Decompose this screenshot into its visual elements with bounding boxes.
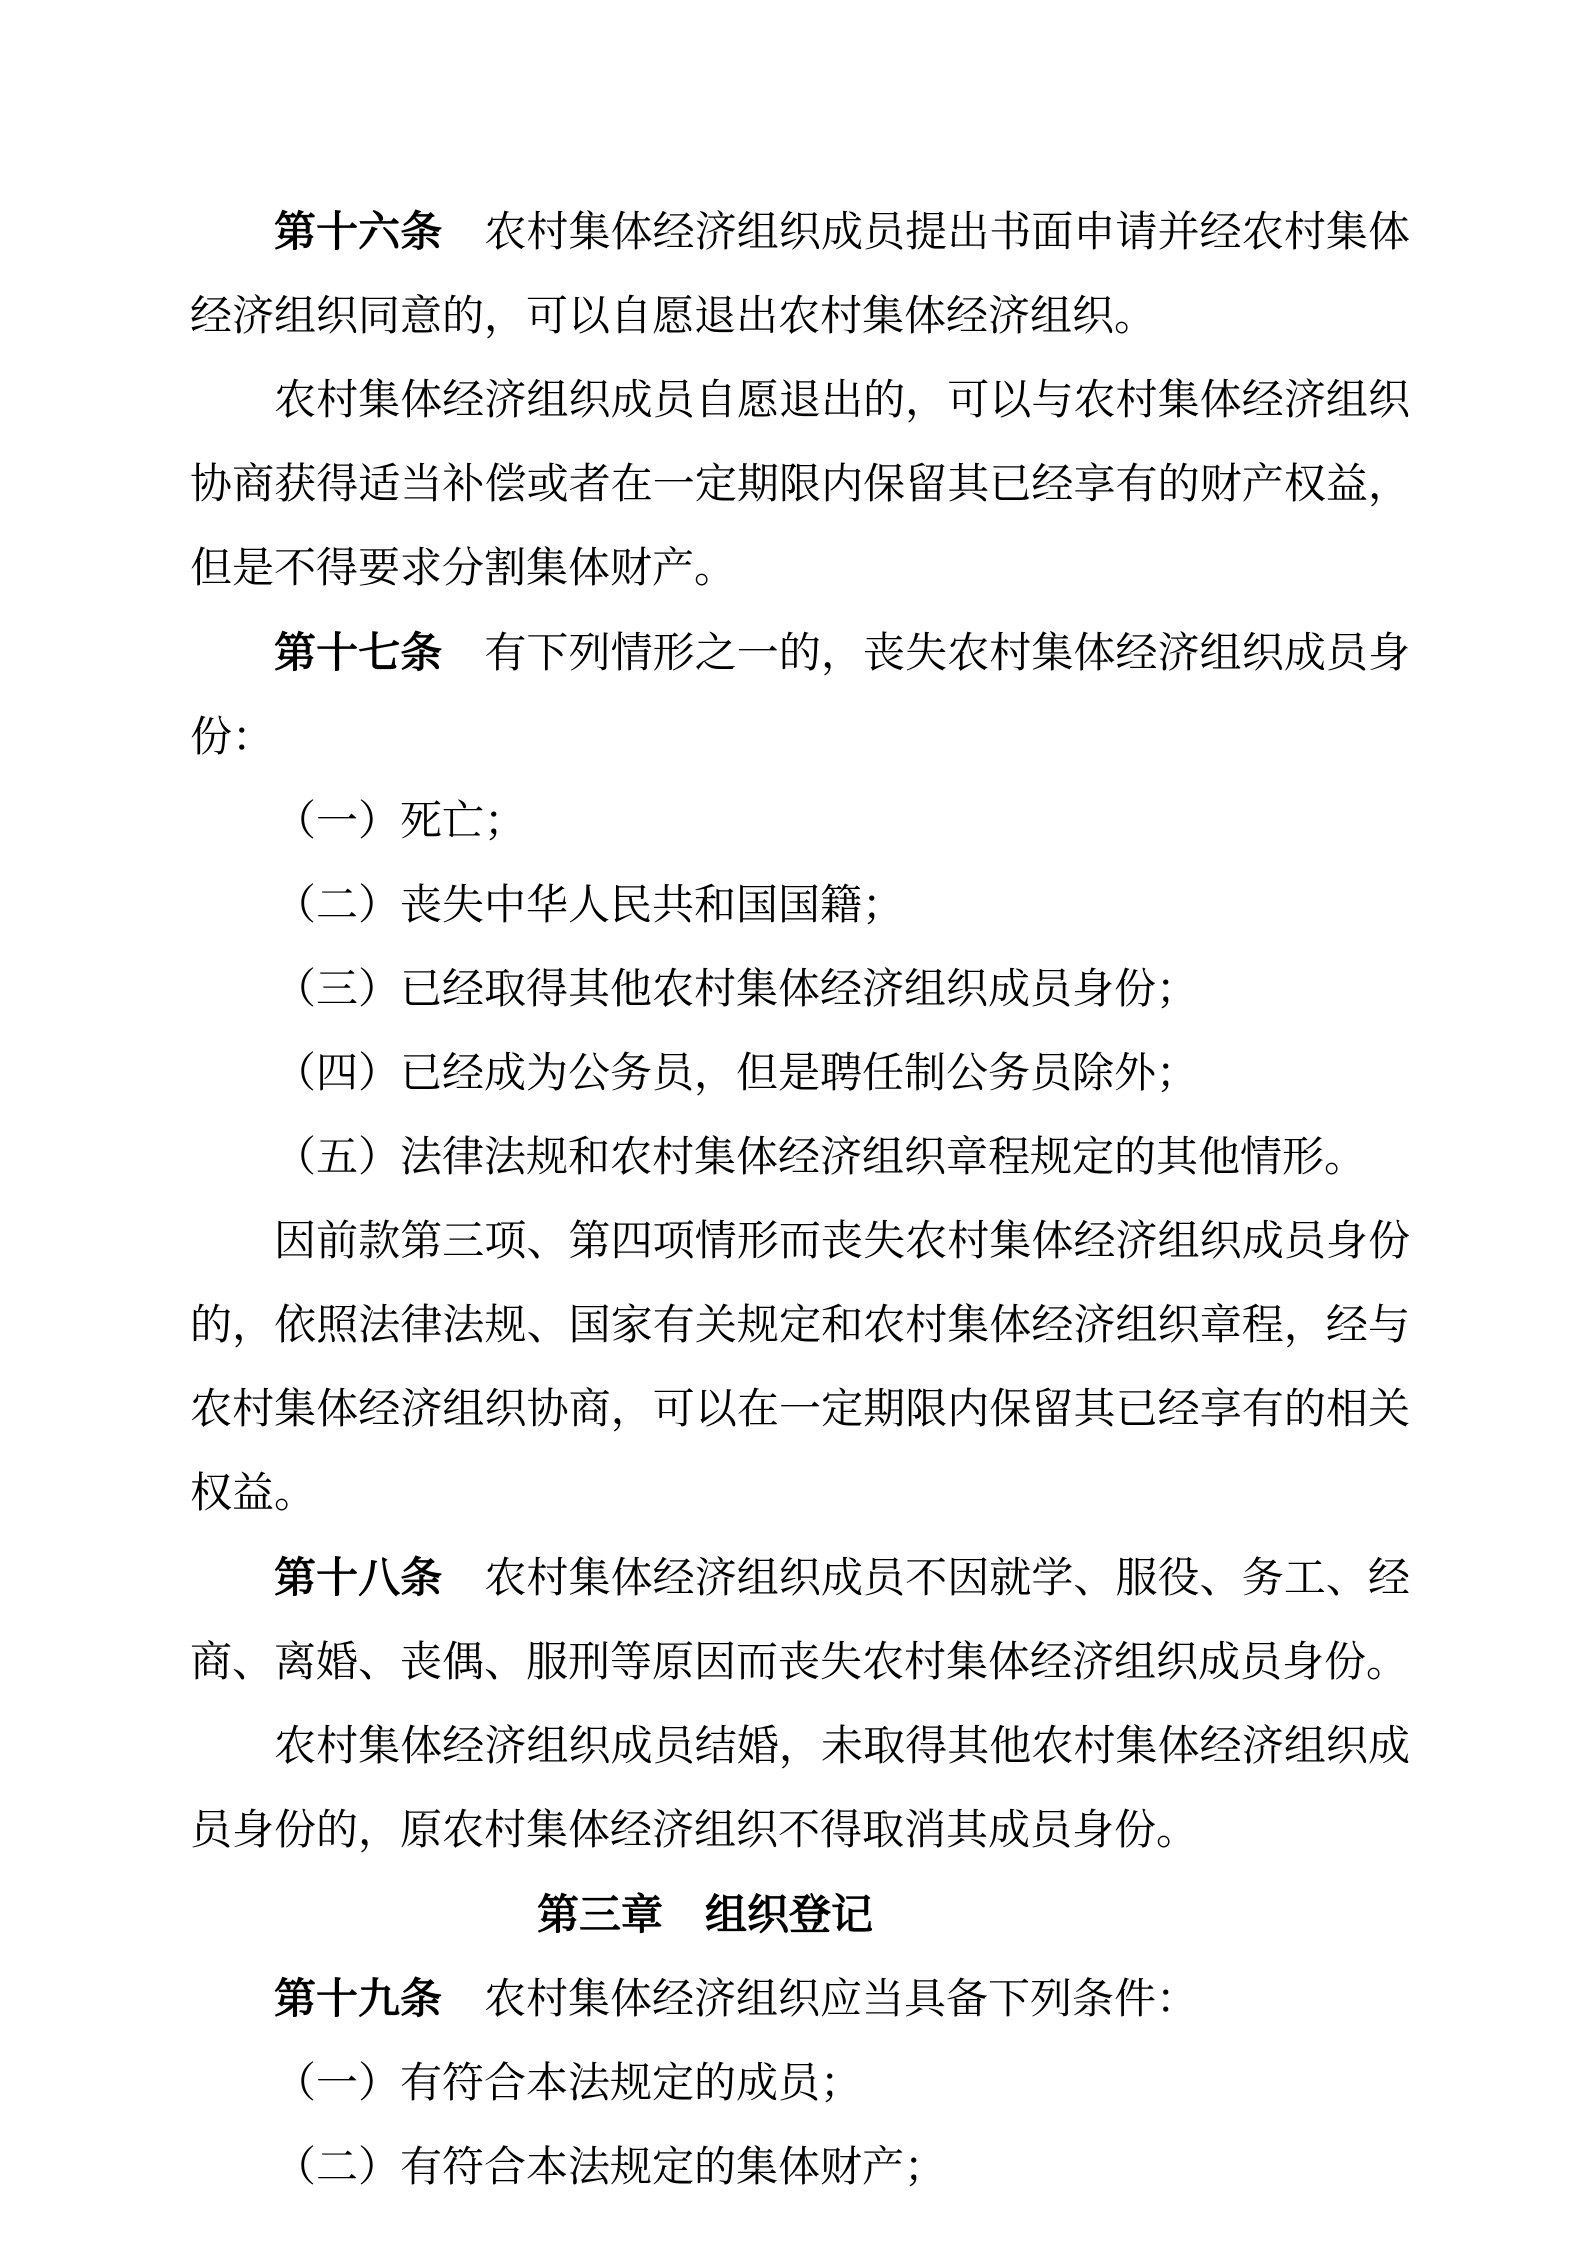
article-17-number: 第十七条: [274, 629, 443, 676]
article-17-text: 有下列情形之一的，丧失农村集体经济组织成员身份：: [190, 631, 1410, 761]
article-18-text: 农村集体经济组织成员不因就学、服役、务工、经商、离婚、丧偶、服刑等原因而丧失农村集体经济组织成员身份。: [190, 1556, 1410, 1686]
paragraph-text: 农村集体经济组织成员结婚，未取得其他农村集体经济组织成员身份的，原农村集体经济组织不得取消其成员身份。: [190, 1724, 1410, 1854]
paragraph-article-16-clause-2: [190, 359, 1410, 611]
paragraph-article-17-clause-2: [190, 1200, 1410, 1536]
paragraph-article-17-item-2: [190, 864, 1410, 948]
item-text: （四）已经成为公务员，但是聘任制公务员除外；: [274, 1051, 1199, 1097]
item-text: （一）死亡；: [274, 799, 527, 845]
paragraph-article-19-item-2: [190, 2126, 1410, 2210]
item-text: （二）有符合本法规定的集体财产；: [274, 2145, 947, 2191]
paragraph-article-19-item-1: [190, 2042, 1410, 2126]
paragraph-article-17-item-3: [190, 948, 1410, 1032]
item-text: （二）丧失中华人民共和国国籍；: [274, 883, 905, 929]
paragraph-article-17-item-1: [190, 780, 1410, 864]
chapter-number: 第三章: [536, 1891, 663, 1938]
chapter-title: 组织登记: [705, 1891, 874, 1938]
item-text: （一）有符合本法规定的成员；: [274, 2061, 863, 2107]
article-18-number: 第十八条: [274, 1554, 443, 1601]
article-16-number: 第十六条: [274, 208, 443, 255]
article-19-number: 第十九条: [274, 1975, 443, 2022]
paragraph-article-16: [190, 190, 1410, 359]
paragraph-article-19: [190, 1957, 1410, 2042]
paragraph-article-17-item-5: [190, 1116, 1410, 1200]
paragraph-article-17: [190, 611, 1410, 780]
paragraph-article-17-item-4: [190, 1032, 1410, 1116]
paragraph-text: 农村集体经济组织成员自愿退出的，可以与农村集体经济组织协商获得适当补偿或者在一定期限内保留其已经享有的财产权益，但是不得要求分割集体财产。: [190, 378, 1410, 592]
paragraph-text: 因前款第三项、第四项情形而丧失农村集体经济组织成员身份的，依照法律法规、国家有关规定和农村集体经济组织章程，经与农村集体经济组织协商，可以在一定期限内保留其已经享有的相关权益。: [190, 1219, 1410, 1517]
item-text: （五）法律法规和农村集体经济组织章程规定的其他情形。: [274, 1135, 1367, 1181]
paragraph-article-18-clause-2: [190, 1705, 1410, 1873]
paragraph-article-18: [190, 1536, 1410, 1705]
article-19-text: 农村集体经济组织应当具备下列条件：: [484, 1977, 1199, 2023]
chapter-3-heading: [95, 1873, 1315, 1957]
article-16-text: 农村集体经济组织成员提出书面申请并经农村集体经济组织同意的，可以自愿退出农村集体经济组织。: [190, 210, 1410, 340]
item-text: （三）已经取得其他农村集体经济组织成员身份；: [274, 967, 1199, 1013]
